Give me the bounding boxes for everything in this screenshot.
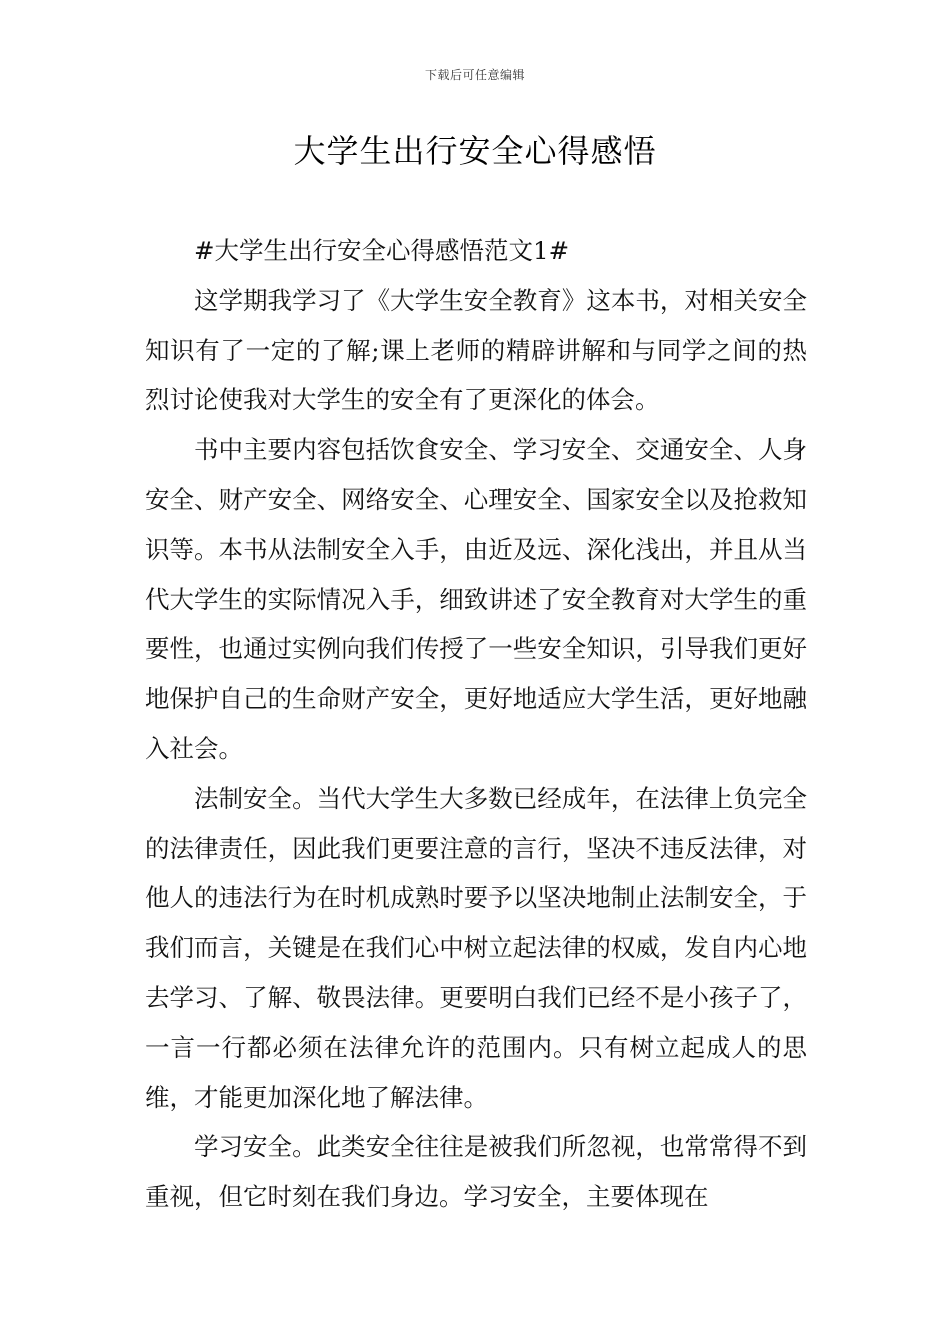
paragraph: 书中主要内容包括饮食安全、学习安全、交通安全、人身安全、财产安全、网络安全、心理安全、国家安全以及抢救知识等。本书从法制安全入手，由近及远、深化浅出，并且从当代大学生的实际情况入手，细致讲述了安全教育对大学生的重要性，也通过实例向我们传授了一些安全知识，引导我们更好地保护自己的生命财产安全，更好地适应大学生活，更好地融入社会。: [145, 435, 807, 763]
header-note: 下载后可任意编辑: [424, 68, 525, 82]
document-title: 大学生出行安全心得感悟: [293, 132, 657, 170]
paragraph: 这学期我学习了《大学生安全教育》这本书，对相关安全知识有了一定的了解;课上老师的精辟讲解和与同学之间的热烈讨论使我对大学生的安全有了更深化的体会。: [145, 285, 807, 415]
document-body: [145, 226, 807, 1222]
section-heading: #大学生出行安全心得感悟范文1#: [194, 236, 570, 265]
paragraph: 法制安全。当代大学生大多数已经成年，在法律上负完全的法律责任，因此我们更要注意的言行，坚决不违反法律，对他人的违法行为在时机成熟时要予以坚决地制止法制安全，于我们而言，关键是在我们心中树立起法律的权威，发自内心地去学习、了解、敬畏法律。更要明白我们已经不是小孩子了，一言一行都必须在法律允许的范围内。只有树立起成人的思维，才能更加深化地了解法律。: [145, 783, 807, 1112]
paragraph: 学习安全。此类安全往往是被我们所忽视，也常常得不到重视，但它时刻在我们身边。学习安全，主要体现在: [145, 1132, 807, 1212]
